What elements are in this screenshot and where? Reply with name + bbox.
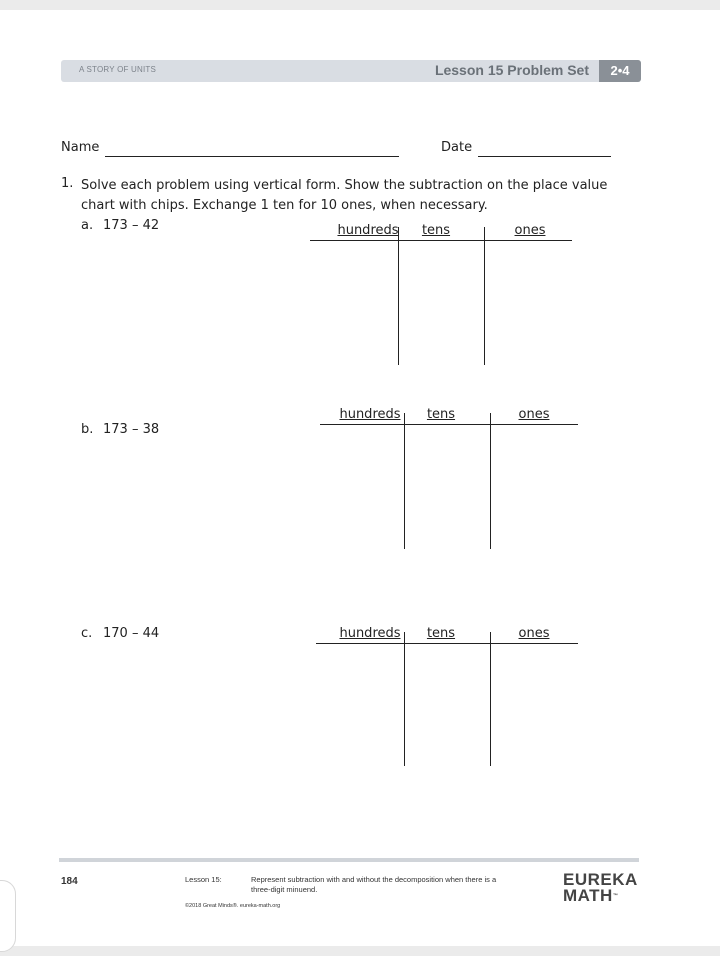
problem-expression: 173 – 42 (103, 218, 160, 233)
place-value-chart-c[interactable] (316, 626, 578, 766)
date-field[interactable] (478, 156, 611, 157)
ones-header: ones (518, 626, 550, 641)
ones-header: ones (514, 223, 546, 238)
problem-a (81, 218, 159, 233)
chart-divider (484, 227, 485, 365)
copyright: ©2018 Great Minds®. eureka-math.org (185, 903, 281, 909)
series-title: A STORY OF UNITS (79, 65, 156, 74)
problem-c (81, 626, 159, 641)
eureka-math-logo (563, 872, 643, 904)
footer-lesson-label: Lesson 15: (185, 875, 222, 884)
tens-header: tens (426, 626, 456, 641)
page-number: 184 (61, 876, 78, 887)
place-value-chart-a[interactable] (310, 223, 572, 365)
chart-header-line (310, 240, 572, 241)
problem-label: b. (81, 422, 94, 437)
chart-divider (490, 413, 491, 549)
chart-header-line (316, 643, 578, 644)
worksheet-page (0, 10, 720, 946)
chart-header-line (320, 424, 578, 425)
hundreds-header: hundreds (339, 407, 401, 422)
problem-expression: 173 – 38 (103, 422, 160, 437)
logo-trademark: ™ (612, 893, 619, 899)
question-text: Solve each problem using vertical form. Show the subtraction on the place value chart with chips. Exchange 1 ten for 10 ones, when necessary. (81, 178, 608, 213)
problem-b (81, 422, 159, 437)
grade-module-badge: 2•4 (599, 60, 641, 82)
chart-divider (490, 632, 491, 766)
hundreds-header: hundreds (339, 626, 401, 641)
place-value-chart-b[interactable] (320, 407, 578, 549)
hundreds-header: hundreds (337, 223, 399, 238)
logo-line-2: MATH (563, 886, 613, 905)
name-label: Name (61, 140, 100, 155)
date-label: Date (441, 140, 473, 155)
footer-rule (59, 858, 639, 862)
lesson-title: Lesson 15 Problem Set (434, 62, 589, 78)
question-number: 1. (61, 176, 74, 191)
footer-description: Represent subtraction with and without the decomposition when there is a three-digit minuend. (251, 875, 497, 894)
adjacent-page-edge (0, 880, 16, 952)
ones-header: ones (518, 407, 550, 422)
header-bar (61, 60, 641, 82)
problem-expression: 170 – 44 (103, 626, 160, 641)
logo-line-1: EUREKA (563, 870, 638, 889)
chart-divider (404, 632, 405, 766)
chart-divider (398, 227, 399, 365)
chart-divider (404, 413, 405, 549)
name-field[interactable] (105, 156, 399, 157)
problem-label: a. (81, 218, 94, 233)
tens-header: tens (426, 407, 456, 422)
tens-header: tens (421, 223, 451, 238)
problem-label: c. (81, 626, 93, 641)
